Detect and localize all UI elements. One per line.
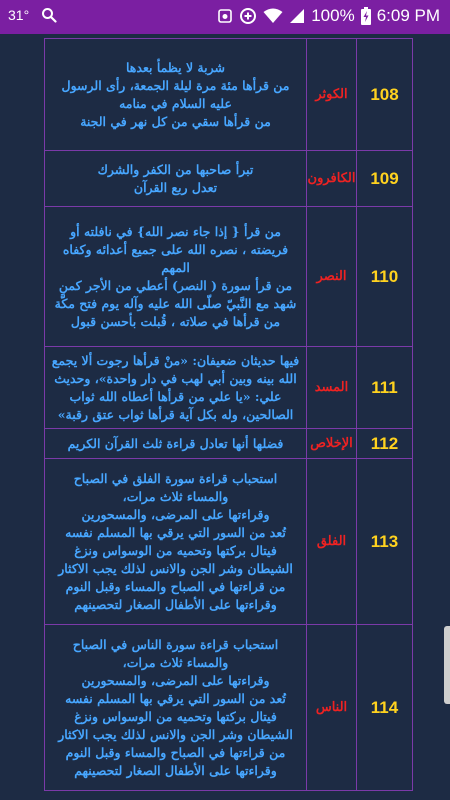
surah-number: 111 bbox=[357, 347, 413, 429]
virtue-line: من قرأها مئة مرة ليلة الجمعة، رأى الرسول عليه السلام في منامه bbox=[61, 77, 290, 111]
surah-virtue-text bbox=[45, 347, 307, 429]
surah-number: 114 bbox=[357, 625, 413, 791]
surah-row bbox=[45, 347, 413, 429]
surah-name: الإخلاص bbox=[307, 429, 357, 459]
scroll-handle[interactable] bbox=[444, 626, 450, 704]
surah-number: 109 bbox=[357, 151, 413, 207]
virtue-line: من قرأ سورة ( النصر) أعطي من الأجر كمن شهد مع النَّبيّ صلّى الله عليه وآله يوم فتح مكَّة bbox=[54, 277, 297, 311]
surah-name: المسد bbox=[307, 347, 357, 429]
surah-virtues-page[interactable] bbox=[0, 34, 450, 800]
surah-name: الفلق bbox=[307, 459, 357, 625]
surah-number: 112 bbox=[357, 429, 413, 459]
virtue-line: وقراءتها على المرضى، والمسحورين bbox=[81, 672, 270, 688]
search-icon bbox=[41, 7, 57, 23]
virtue-line: من قرأ { إذا جاء نصر الله} في نافلته أو فريضته ، نصره الله على جميع أعدائه وكفاه المهم bbox=[62, 223, 289, 275]
virtue-line: تعدل ربع القرآن bbox=[133, 179, 218, 195]
surah-row bbox=[45, 151, 413, 207]
virtue-line: استحباب قراءة سورة الناس في الصباح والمساء ثلاث مرات، bbox=[72, 636, 279, 670]
surah-virtue-text bbox=[45, 625, 307, 791]
surah-name: الكافرون bbox=[307, 151, 357, 207]
surah-row bbox=[45, 429, 413, 459]
virtue-line: تبرأ صاحبها من الكفر والشرك bbox=[97, 161, 254, 177]
surah-virtue-text bbox=[45, 151, 307, 207]
surah-virtue-text bbox=[45, 429, 307, 459]
clock: 6:09 PM bbox=[376, 6, 440, 25]
surah-number: 108 bbox=[357, 39, 413, 151]
surah-virtue-text bbox=[45, 207, 307, 347]
data-saver-icon bbox=[239, 7, 257, 25]
battery-charging-icon bbox=[361, 7, 371, 25]
surah-row bbox=[45, 459, 413, 625]
surah-row bbox=[45, 207, 413, 347]
virtue-line: تُعد من السور التي يرقي بها المسلم نفسه فيتال بركتها وتحميه من الوسواس ونزغ الشيطان وشر الجن والانس لذلك يجب الاكثار من قراءتها في الصباح والمساء وقبل النوم وقراءتها على الأطفال الصغار لتحصينهم bbox=[58, 524, 293, 612]
surah-number: 110 bbox=[357, 207, 413, 347]
surah-name: النصر bbox=[307, 207, 357, 347]
status-bar-left bbox=[8, 7, 57, 23]
surah-virtues-table bbox=[44, 38, 413, 791]
virtue-line: شربة لا يظمأ بعدها bbox=[126, 59, 225, 75]
virtue-line: فضلها أنها تعادل قراءة ثلث القرآن الكريم bbox=[67, 435, 284, 451]
surah-name: الكوثر bbox=[307, 39, 357, 151]
virtue-line: من قرأها سقي من كل نهر في الجنة bbox=[80, 113, 271, 129]
wifi-icon bbox=[263, 8, 283, 24]
surah-row bbox=[45, 625, 413, 791]
screenshot-icon bbox=[217, 8, 233, 24]
virtue-line: فيها حديثان ضعيفان: «منْ قرأها رجوت ألا يجمع الله بينه وبين أبي لهب في دار واحدة»، وحديث علي: «يا علي من قرأها أعطاه الله ثواب الصالحين، وله بكل آية قرأها ثواب عتق رقبة» bbox=[51, 352, 300, 422]
battery-percent: 100% bbox=[311, 6, 355, 25]
virtue-line: تُعد من السور التي يرقي بها المسلم نفسه فيتال بركتها وتحميه من الوسواس ونزغ الشيطان وشر الجن والانس لذلك يجب الاكثار من قراءتها في الصباح والمساء وقبل النوم وقراءتها على الأطفال الصغار لتحصينهم bbox=[58, 690, 293, 778]
surah-number: 113 bbox=[357, 459, 413, 625]
surah-row bbox=[45, 39, 413, 151]
temperature-readout: 31° bbox=[8, 7, 30, 23]
surah-virtue-text bbox=[45, 39, 307, 151]
virtue-line: من قرأها في صلاته ، قُبلت بأحسن قبول bbox=[70, 313, 281, 329]
status-bar-right bbox=[217, 6, 440, 26]
signal-icon bbox=[289, 8, 305, 24]
surah-name: الناس bbox=[307, 625, 357, 791]
virtue-line: وقراءتها على المرضى، والمسحورين bbox=[81, 506, 270, 522]
virtue-line: استحباب قراءة سورة الفلق في الصباح والمساء ثلاث مرات، bbox=[73, 470, 278, 504]
status-bar bbox=[0, 0, 450, 34]
surah-virtue-text bbox=[45, 459, 307, 625]
